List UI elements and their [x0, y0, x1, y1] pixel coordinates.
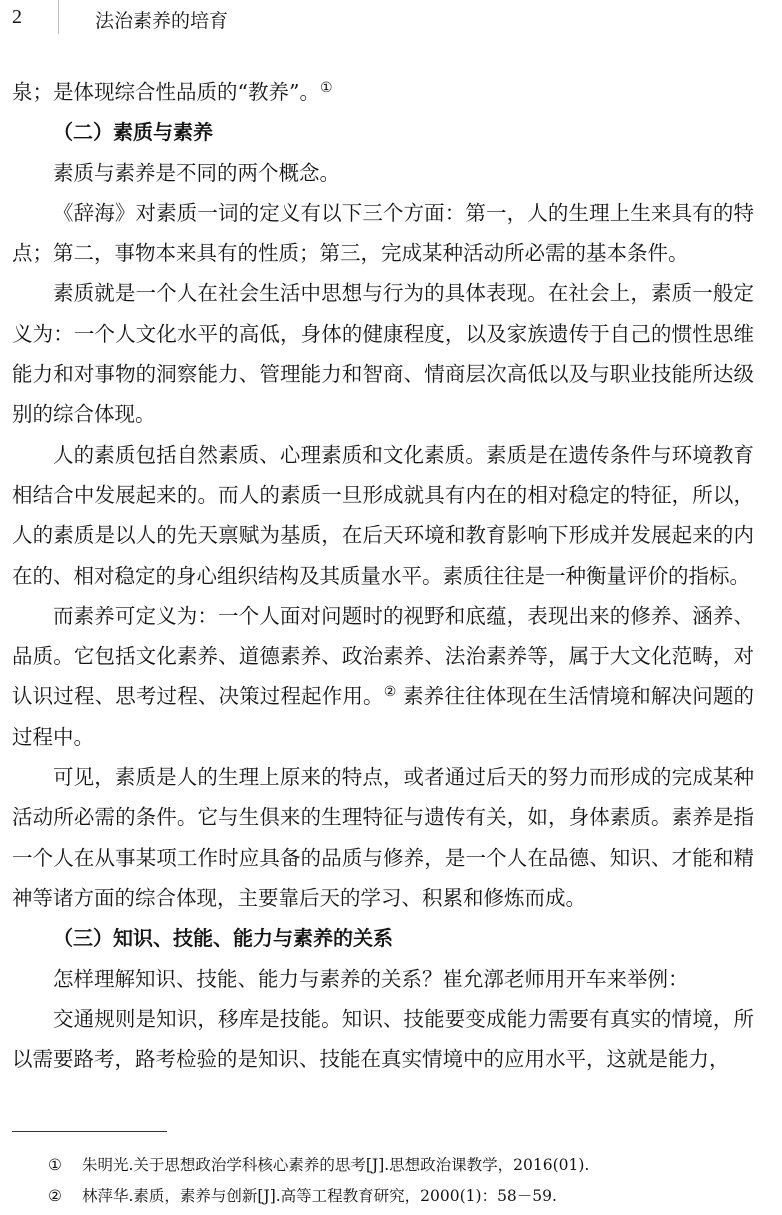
footnote-mark: ②: [48, 1187, 62, 1205]
paragraph: 素质就是一个人在社会生活中思想与行为的具体表现。在社会上，素质一般定义为：一个人文化水平的高低，身体的健康程度，以及家族遗传于自己的惯性思维能力和对事物的洞察能力、管理能力和智商、情商层次高低以及与职业技能所达级别的综合体现。: [12, 281, 754, 427]
paragraph-text: 而素养可定义为：一个人面对问题时的视野和底蕴，表现出来的修养、涵养、品质。它包括文化素养、道德素养、政治素养、法治素养等，属于大文化范畴，对认识过程、思考过程、决策过程起作用。: [12, 603, 754, 709]
footnote-ref-1[interactable]: ①: [319, 80, 333, 96]
paragraph: 可见，素质是人的生理上原来的特点，或者通过后天的努力而形成的完成某种活动所必需的条件。它与生俱来的生理特征与遗传有关，如，身体素质。素养是指一个人在从事某项工作时应具备的品质与修养，是一个人在品德、知识、才能和精神等诸方面的综合体现，主要靠后天的学习、积累和修炼而成。: [12, 765, 754, 910]
paragraph: 《辞海》对素质一词的定义有以下三个方面：第一，人的生理上生来具有的特点；第二，事物本来具有的性质；第三，完成某种活动所必需的基本条件。: [12, 200, 754, 266]
footnote-ref-2[interactable]: ②: [383, 684, 397, 701]
paragraph: 人的素质包括自然素质、心理素质和文化素质。素质是在遗传条件与环境教育相结合中发展起来的。而人的素质一旦形成就具有内在的相对稳定的特征，所以，人的素质是以人的先天禀赋为基质，在后天环境和教育影响下形成并发展起来的内在的、相对稳定的身心组织结构及其质量水平。素质往往是一种衡量评价的指标。: [12, 442, 754, 588]
footnote-divider: [12, 1131, 167, 1132]
paragraph: 素质与素养是不同的两个概念。: [53, 160, 340, 185]
page-number: 2: [12, 6, 22, 28]
section-heading-3: （三）知识、技能、能力与素养的关系: [53, 926, 393, 951]
paragraph-text: 泉；是体现综合性品质的“教养”。: [12, 80, 320, 104]
footnote-mark: ①: [48, 1156, 62, 1174]
paragraph: 交通规则是知识，移库是技能。知识、技能要变成能力需要有真实的情境，所以需要路考，路考检验的是知识、技能在真实情境中的应用水平，这就是能力，: [12, 1006, 754, 1072]
page-header: [0, 0, 782, 50]
section-heading-2: （二）素质与素养: [53, 120, 213, 145]
paragraph-continued: [12, 72, 754, 112]
footnotes: [48, 1150, 768, 1212]
footnote-text: 朱明光.关于思想政治学科核心素养的思考[J].思想政治课教学，2016(01).: [82, 1156, 590, 1174]
main-text: [12, 72, 754, 1079]
paragraph: 怎样理解知识、技能、能力与素养的关系？崔允漷老师用开车来举例：: [53, 966, 689, 991]
running-title: 法治素养的培育: [95, 10, 229, 32]
header-divider: [58, 0, 59, 34]
footnote-1: [48, 1150, 768, 1181]
footnote-text: 林萍华.素质，素养与创新[J].高等工程教育研究，2000(1)：58－59.: [82, 1187, 557, 1205]
paragraph-text: 素养往往体现在生活情境和解决问题的过程中。: [12, 684, 754, 749]
paragraph: [12, 596, 754, 757]
footnote-2: [48, 1181, 768, 1212]
